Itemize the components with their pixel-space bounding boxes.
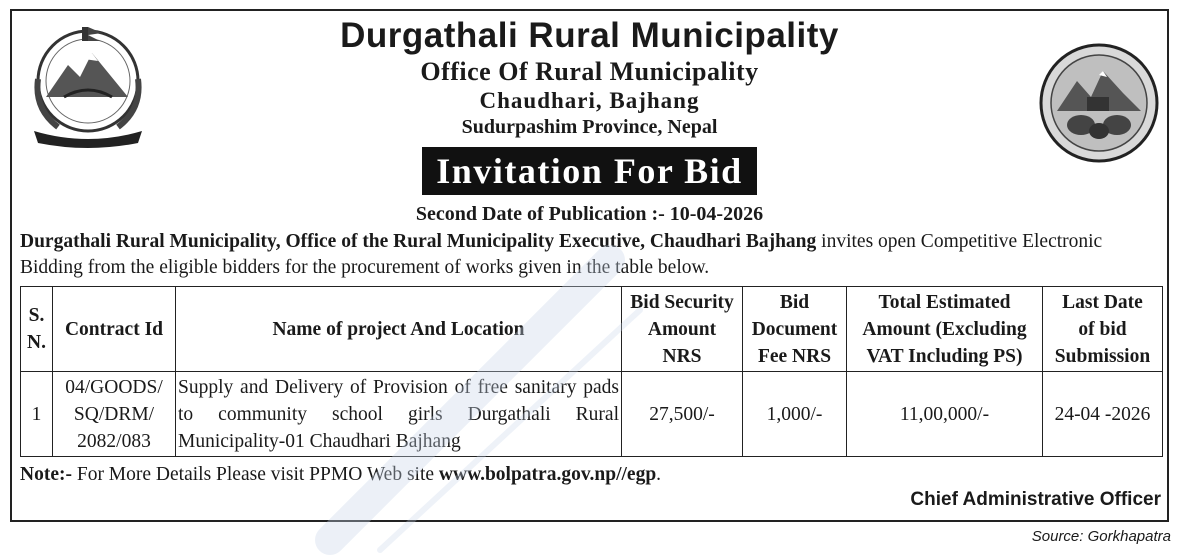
intro-paragraph [20,229,1160,281]
cell-sn: 1 [21,372,53,457]
cell-bid-security: 27,500/- [622,372,743,457]
publication-date: Second Date of Publication :- 10-04-2026 [415,203,764,225]
cell-last-date: 24-04 -2026 [1043,372,1163,457]
cell-project: Supply and Delivery of Provision of free sanitary pads to community school girls Durgathali Rural Municipality-01 Chaudhari Bajhang [176,372,622,457]
header-sn: S. N. [21,287,53,372]
notice-title: Invitation For Bid [422,147,756,195]
office-name: Office Of Rural Municipality [420,57,759,86]
intro-text: invites open Competitive Electronic Bidding from the eligible bidders for the procurement of works given in the table below. [20,231,1103,278]
header-last-date: Last Date of bid Submission [1043,287,1163,372]
intro-issuer: Durgathali Rural Municipality, Office of the Rural Municipality Executive, Chaudhari Bajhang [20,231,817,252]
header-estimated-amount: Total Estimated Amount (Excluding VAT Including PS) [847,287,1043,372]
header-project: Name of project And Location [176,287,622,372]
ppmo-link[interactable]: www.bolpatra.gov.np//egp [438,464,657,485]
province-name: Sudurpashim Province, Nepal [461,116,718,138]
municipality-name: Durgathali Rural Municipality [340,16,839,55]
header-contract-id: Contract Id [53,287,176,372]
cell-contract-id: 04/GOODS/ SQ/DRM/ 2082/083 [53,372,176,457]
source-credit: Source: Gorkhapatra [1031,528,1171,545]
bid-notice [10,9,1169,522]
signatory: Chief Administrative Officer [910,489,1161,510]
note-text: For More Details Please visit PPMO Web site [71,464,439,485]
title-banner [12,147,1167,195]
table-header-row [21,287,1163,372]
bid-table [20,286,1163,457]
cell-estimated-amount: 11,00,000/- [847,372,1043,457]
header-bid-security: Bid Security Amount NRS [622,287,743,372]
note-label: Note:- [20,464,72,485]
header-document-fee: Bid Document Fee NRS [743,287,847,372]
office-location: Chaudhari, Bajhang [479,88,700,113]
table-row [21,372,1163,457]
cell-document-fee: 1,000/- [743,372,847,457]
note-end: . [656,464,662,485]
note-line [20,462,661,488]
